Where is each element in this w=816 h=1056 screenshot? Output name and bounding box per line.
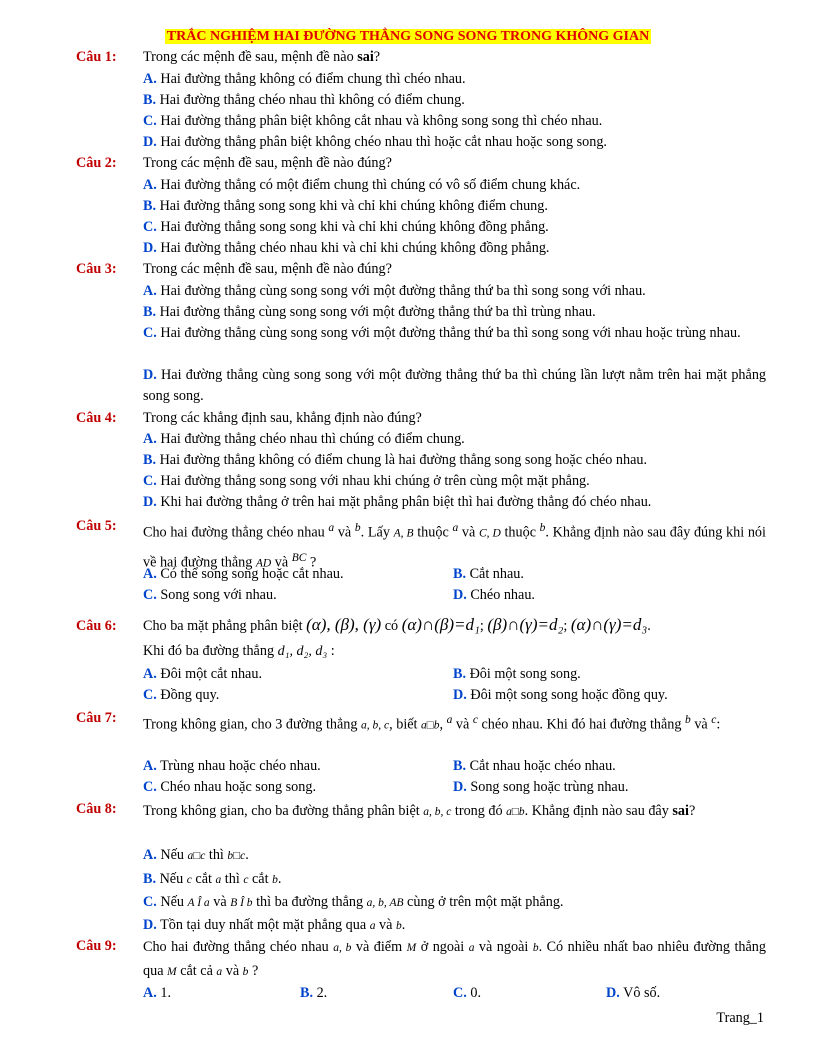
option-a: A. Trùng nhau hoặc chéo nhau. [143,758,321,774]
question-stem: Trong các mệnh đề sau, mệnh đề nào đúng? [143,155,392,171]
option-a: A. Hai đường thẳng chéo nhau thì chúng có điểm chung. [143,431,465,447]
page-number: Trang_1 [716,1010,764,1026]
question-stem: Trong các khẳng định sau, khẳng định nào đúng? [143,410,422,426]
question-stem: Trong các mệnh đề sau, mệnh đề nào đúng? [143,261,392,277]
option-c: C. Hai đường thẳng phân biệt không cắt nhau và không song song thì chéo nhau. [143,113,603,129]
option-d: D. Hai đường thẳng chéo nhau khi và chỉ khi chúng không đồng phẳng. [143,240,550,256]
option-c: C. Hai đường thẳng cùng song song với một đường thẳng thứ ba thì song song với nhau hoặc trùng nhau. [143,325,741,341]
question-6-stem-line-2: Khi đó ba đường thẳng d₁, d₂, d₃ : [143,643,335,659]
option-a: A. Hai đường thẳng cùng song song với một đường thẳng thứ ba thì song song với nhau. [143,283,646,299]
option-a: A. Nếu a□c thì b□c. [143,847,249,863]
option-b: B. Hai đường thẳng không có điểm chung là hai đường thẳng song song hoặc chéo nhau. [143,452,648,468]
question-number: Câu 8: [76,801,117,817]
option-a: A. Hai đường thẳng có một điểm chung thì chúng có vô số điểm chung khác. [143,177,581,193]
question-number: Câu 4: [76,410,117,426]
option-c: C. Song song với nhau. [143,587,277,603]
question-number: Câu 5: [76,518,117,534]
option-b: B. Hai đường thẳng cùng song song với một đường thẳng thứ ba thì trùng nhau. [143,304,596,320]
option-d: D. Hai đường thẳng cùng song song với một đường thẳng thứ ba thì chúng lần lượt nằm trên hai mặt phẳng song song. [143,367,767,404]
option-c: C. Nếu A Î a và B Î b thì ba đường thẳng a, b, AB cùng ở trên một mặt phẳng. [143,894,564,910]
question-number: Câu 7: [76,710,117,726]
option-d: D. Vô số. [606,985,661,1001]
option-b: B. Nếu c cắt a thì c cắt b. [143,871,282,887]
option-d: D. Song song hoặc trùng nhau. [453,779,629,795]
question-stem: Cho hai đường thẳng chéo nhau a, b và điểm M ở ngoài a và ngoài b. Có nhiều nhất bao nhiêu đường thẳng qua M cắt cả a và b ? [143,939,766,979]
question-number: Câu 1: [76,49,117,65]
option-c: C. Hai đường thẳng song song với nhau khi chúng ở trên cùng một mặt phẳng. [143,473,590,489]
option-b: B. Cắt nhau hoặc chéo nhau. [453,758,616,774]
document-title: TRẮC NGHIỆM HAI ĐƯỜNG THẲNG SONG SONG TRONG KHÔNG GIAN [166,29,650,44]
option-a: A. Hai đường thẳng không có điểm chung thì chéo nhau. [143,71,466,87]
option-c: C. 0. [453,985,481,1001]
question-stem: Cho hai đường thẳng chéo nhau $^a$ và $^b$. Lấy A, B thuộc $^a$ và C, D thuộc $^b$. Khẳng định nào sau đây đúng khi nói về hai đường thẳng AD và $^{BC}$ ? [143,522,766,571]
question-stem: Trong không gian, cho ba đường thẳng phân biệt a, b, c trong đó a□b. Khẳng định nào sau đây sai? [143,803,696,819]
option-a: A. Có thể song song hoặc cắt nhau. [143,566,344,582]
option-c: C. Hai đường thẳng song song khi và chỉ khi chúng không đồng phẳng. [143,219,549,235]
option-d: D. Chéo nhau. [453,587,535,603]
option-b: B. Hai đường thẳng song song khi và chỉ khi chúng không điểm chung. [143,198,548,214]
option-c: C. Đồng quy. [143,687,220,703]
option-d: D. Khi hai đường thẳng ở trên hai mặt phẳng phân biệt thì hai đường thẳng đó chéo nhau. [143,494,652,510]
question-stem: Cho ba mặt phẳng phân biệt (α), (β), (γ) có (α)∩(β)=d₁; (β)∩(γ)=d₂; (α)∩(γ)=d₃. [143,615,651,634]
question-number: Câu 6: [76,618,117,634]
question-stem: Trong các mệnh đề sau, mệnh đề nào sai? [143,49,381,65]
question-number: Câu 3: [76,261,117,277]
question-number: Câu 2: [76,155,117,171]
option-a: A. 1. [143,985,171,1001]
option-d: D. Tồn tại duy nhất một mặt phẳng qua a và b. [143,917,406,933]
option-d: D. Hai đường thẳng phân biệt không chéo nhau thì hoặc cắt nhau hoặc song song. [143,134,607,150]
option-b: B. Đôi một song song. [453,666,581,682]
option-b: B. 2. [300,985,328,1001]
option-a: A. Đôi một cắt nhau. [143,666,262,682]
option-b: B. Cắt nhau. [453,566,524,582]
question-number: Câu 9: [76,938,117,954]
option-d: D. Đôi một song song hoặc đồng quy. [453,687,668,703]
question-stem: Trong không gian, cho 3 đường thẳng a, b, c, biết a□b, $^a$ và $^c$ chéo nhau. Khi đó hai đường thẳng $^b$ và $^c$: [143,714,721,733]
option-b: B. Hai đường thẳng chéo nhau thì không có điểm chung. [143,92,465,108]
option-c: C. Chéo nhau hoặc song song. [143,779,316,795]
